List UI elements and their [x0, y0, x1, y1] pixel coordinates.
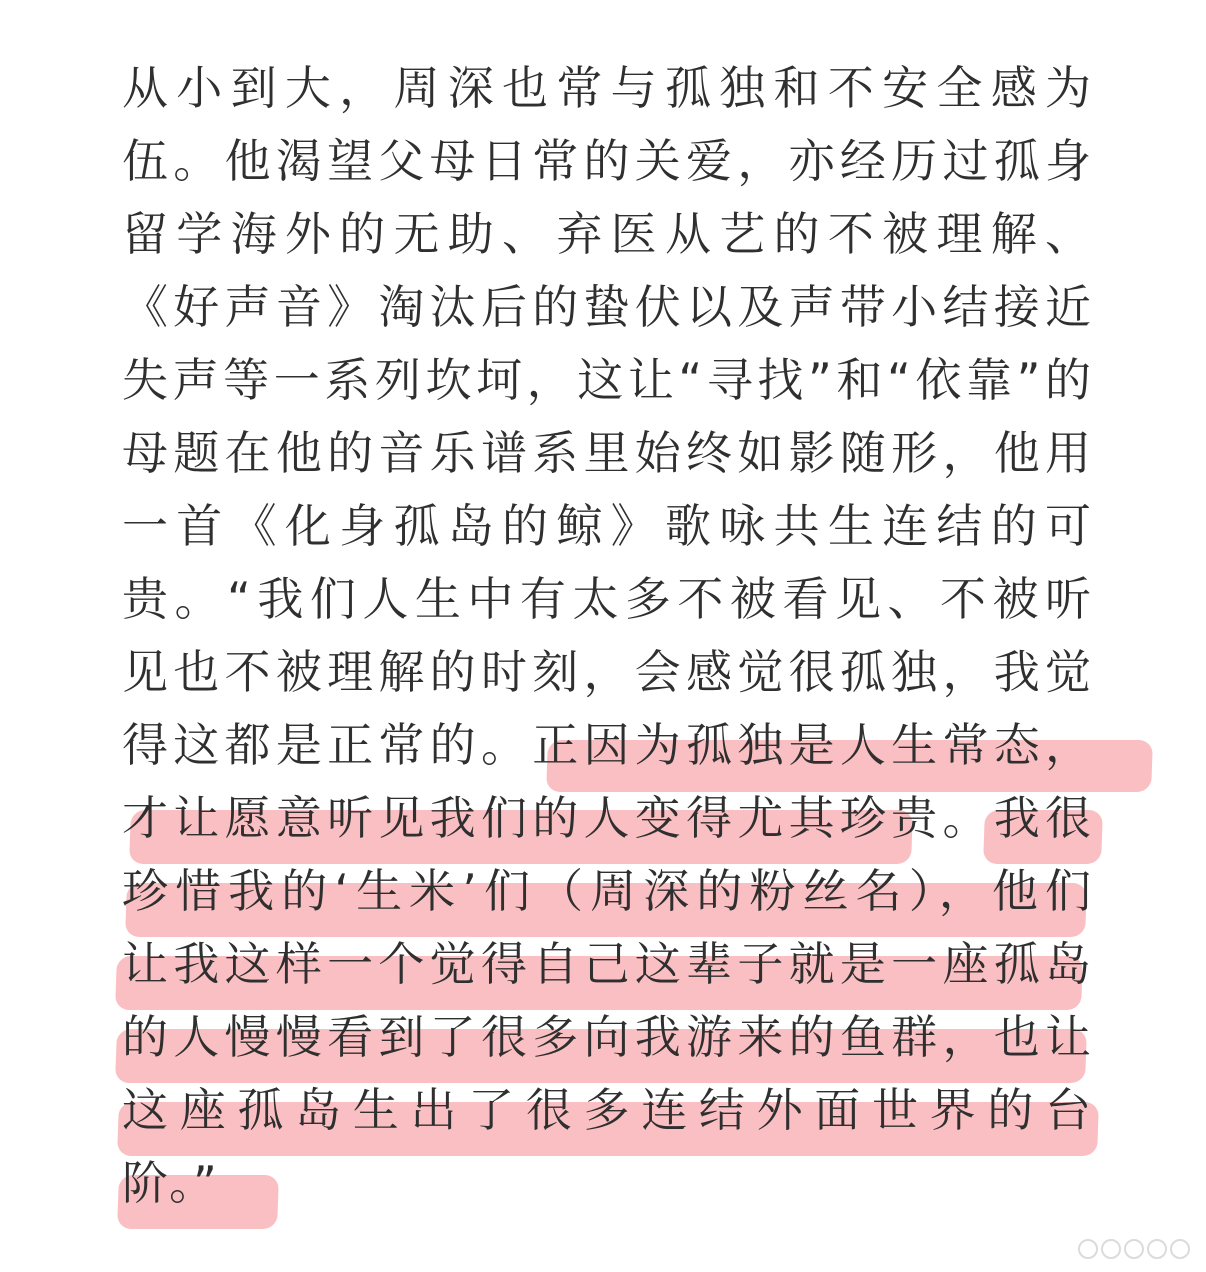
text-line-2-content: 伍。他渴望父母日常的关爱，亦经历过孤身	[122, 134, 1092, 188]
watermark-glyph-3	[1124, 1239, 1144, 1259]
watermark-glyph-5	[1170, 1239, 1190, 1259]
text-line-12-content: 珍惜我的‘生米’们（周深的粉丝名），他们	[122, 864, 1092, 918]
watermark-glyph-1	[1078, 1239, 1098, 1259]
text-line-2	[122, 123, 1092, 199]
text-line-9	[122, 634, 1092, 710]
text-line-5-content: 失声等一系列坎坷，这让“寻找”和“依靠”的	[122, 353, 1092, 407]
text-line-14-content: 的人慢慢看到了很多向我游来的鱼群，也让	[122, 1010, 1092, 1064]
text-line-6	[122, 415, 1092, 491]
text-line-4	[122, 269, 1092, 345]
text-line-1-content: 从小到大，周深也常与孤独和不安全感为	[122, 61, 1092, 115]
text-line-11-content: 才让愿意听见我们的人变得尤其珍贵。我很	[122, 791, 1092, 845]
watermark-glyph-4	[1147, 1239, 1167, 1259]
text-line-1	[122, 50, 1092, 126]
text-line-15-content: 这座孤岛生出了很多连结外面世界的台	[122, 1083, 1092, 1137]
text-line-10	[122, 707, 1092, 783]
text-line-11	[122, 780, 1092, 856]
text-line-13-content: 让我这样一个觉得自己这辈子就是一座孤岛	[122, 937, 1092, 991]
text-line-7-content: 一首《化身孤岛的鲸》歌咏共生连结的可	[122, 499, 1092, 553]
text-line-3	[122, 196, 1092, 272]
text-line-9-content: 见也不被理解的时刻，会感觉很孤独，我觉	[122, 645, 1092, 699]
text-line-8-content: 贵。“我们人生中有太多不被看见、不被听	[122, 572, 1092, 626]
text-line-5	[122, 342, 1092, 418]
text-line-8	[122, 561, 1092, 637]
text-line-10-content: 得这都是正常的。正因为孤独是人生常态，	[122, 718, 1092, 772]
text-line-14	[122, 999, 1092, 1075]
text-line-6-content: 母题在他的音乐谱系里始终如影随形，他用	[122, 426, 1092, 480]
text-line-15	[122, 1072, 1092, 1148]
text-line-16-content: 阶。”	[122, 1156, 218, 1210]
weibo-watermark-icon	[1078, 1236, 1190, 1262]
text-line-13	[122, 926, 1092, 1002]
text-line-3-content: 留学海外的无助、弃医从艺的不被理解、	[122, 207, 1092, 261]
watermark-glyph-2	[1101, 1239, 1121, 1259]
text-line-4-content: 《好声音》淘汰后的蛰伏以及声带小结接近	[122, 280, 1092, 334]
text-line-12	[122, 853, 1092, 929]
text-line-7	[122, 488, 1092, 564]
